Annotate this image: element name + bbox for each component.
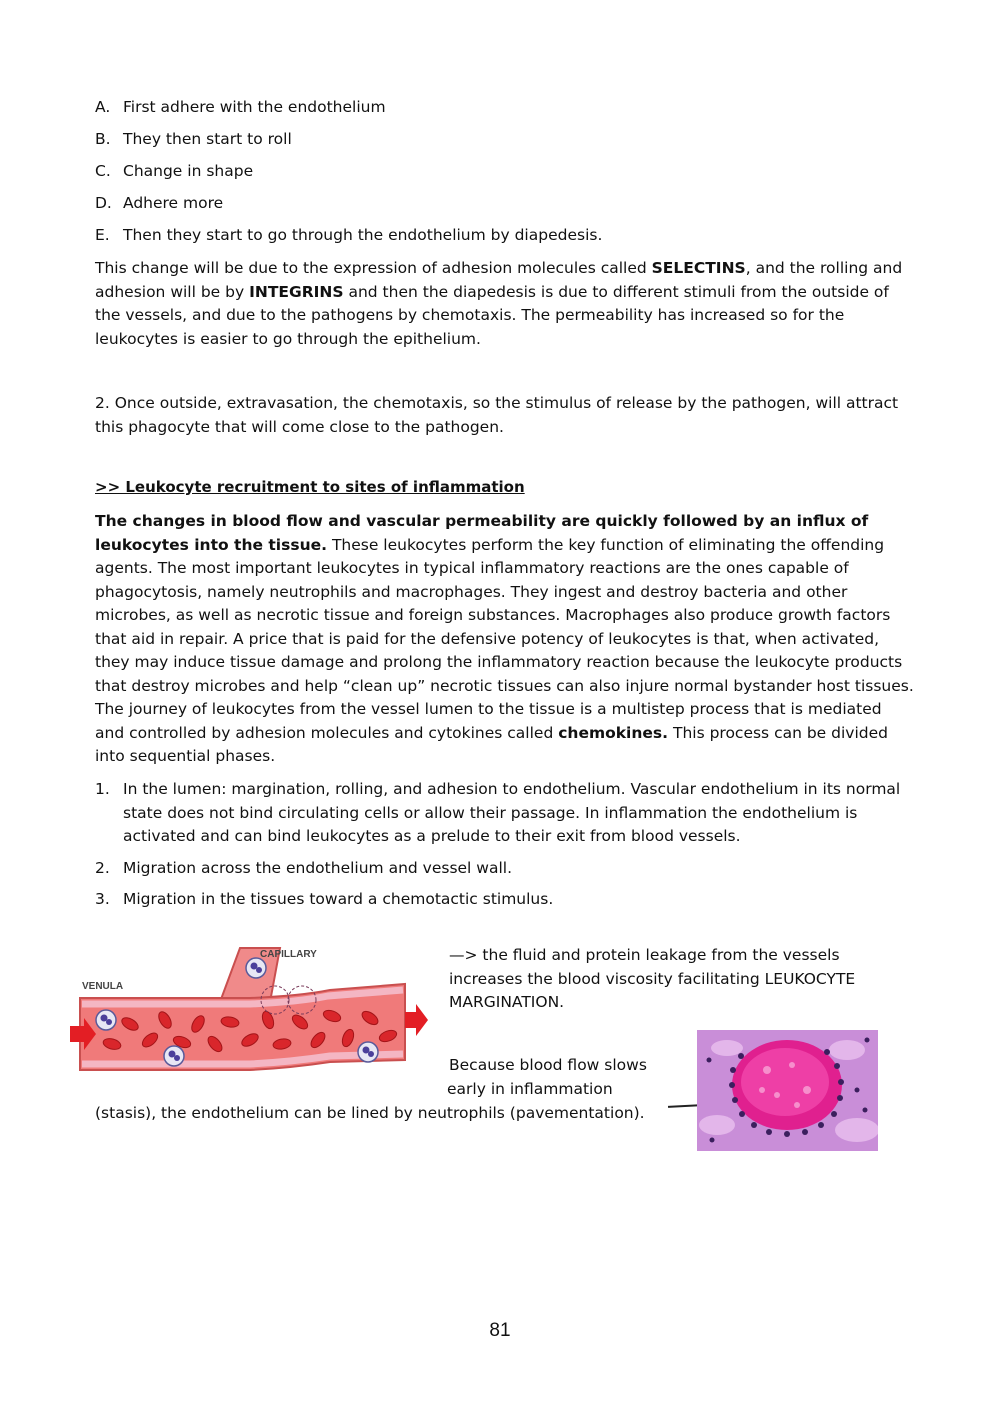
list-item: A. First adhere with the endothelium <box>95 98 386 116</box>
section-heading: >> Leukocyte recruitment to sites of inflammation <box>95 478 525 496</box>
list-item: 3. Migration in the tissues toward a chemotactic stimulus. <box>95 890 554 908</box>
leukocyte-recruitment-paragraph: The changes in blood flow and vascular permeability are quickly followed by an influx of leukocytes into the tissue. These leukocytes perform the key function of eliminating the offending agents. The most important leukocytes in typical inflammatory reactions are the ones capable of phagocytosis, namely neutrophils and macrophages. They ingest and destroy bacteria and other microbes, as well as necrotic tissue and foreign substances. Macrophages also produce growth factors that aid in repair. A price that is paid for the defensive potency of leukocytes is that, when activated, they may induce tissue damage and prolong the inflammatory reaction because the leukocyte products that destroy microbes and help “clean up” necrotic tissues can also injure normal bystander host tissues. The journey of leukocytes from the vessel lumen to the tissue is a multistep process that is mediated and controlled by adhesion molecules and cytokines called chemokines. This process can be divided into sequential phases. <box>95 512 914 765</box>
stasis-note-line2: early in inflammation <box>447 1080 613 1098</box>
list-item: D. Adhere more <box>95 194 224 212</box>
selectins-paragraph: This change will be due to the expression of adhesion molecules called SELECTINS, and the rolling and adhesion will be by INTEGRINS and then the diapedesis is due to different stimuli from the outside of the vessels, and due to the pathogens by chemotaxis. The permeability has increased so for the leukocytes is easier to go through the epithelium. <box>95 259 903 348</box>
extravasation-paragraph: 2. Once outside, extravasation, the chemotaxis, so the stimulus of release by the pathogen, will attract this phagocyte that will come close to the pathogen. <box>95 394 899 436</box>
venula-label: VENULA <box>82 981 124 992</box>
list-item: B. They then start to roll <box>95 130 292 148</box>
list-item: E. Then they start to go through the endothelium by diapedesis. <box>95 226 603 244</box>
numbered-list <box>95 778 915 920</box>
list-item: 2. Migration across the endothelium and vessel wall. <box>95 858 512 877</box>
stasis-note-line1: Because blood flow slows <box>449 1056 647 1074</box>
histology-micrograph <box>697 1030 878 1151</box>
margination-note: —> the fluid and protein leakage from the vessels increases the blood viscosity facilitating LEUKOCYTE MARGINATION. <box>449 946 856 1011</box>
stasis-note-line3: (stasis), the endothelium can be lined by neutrophils (pavementation). <box>95 1104 645 1122</box>
list-item: C. Change in shape <box>95 162 254 180</box>
list-item: 1. In the lumen: margination, rolling, and adhesion to endothelium. Vascular endothelium in its normal state does not bind circulating cells or allow their passage. In inflammation the endothelium is activated and can bind leukocytes as a prelude to their exit from blood vessels. <box>95 780 901 845</box>
blood-vessel-illustration <box>70 940 430 1075</box>
lettered-list <box>95 96 915 256</box>
page-number: 81 <box>489 1320 511 1341</box>
capillary-label: CAPILLARY <box>260 949 317 960</box>
